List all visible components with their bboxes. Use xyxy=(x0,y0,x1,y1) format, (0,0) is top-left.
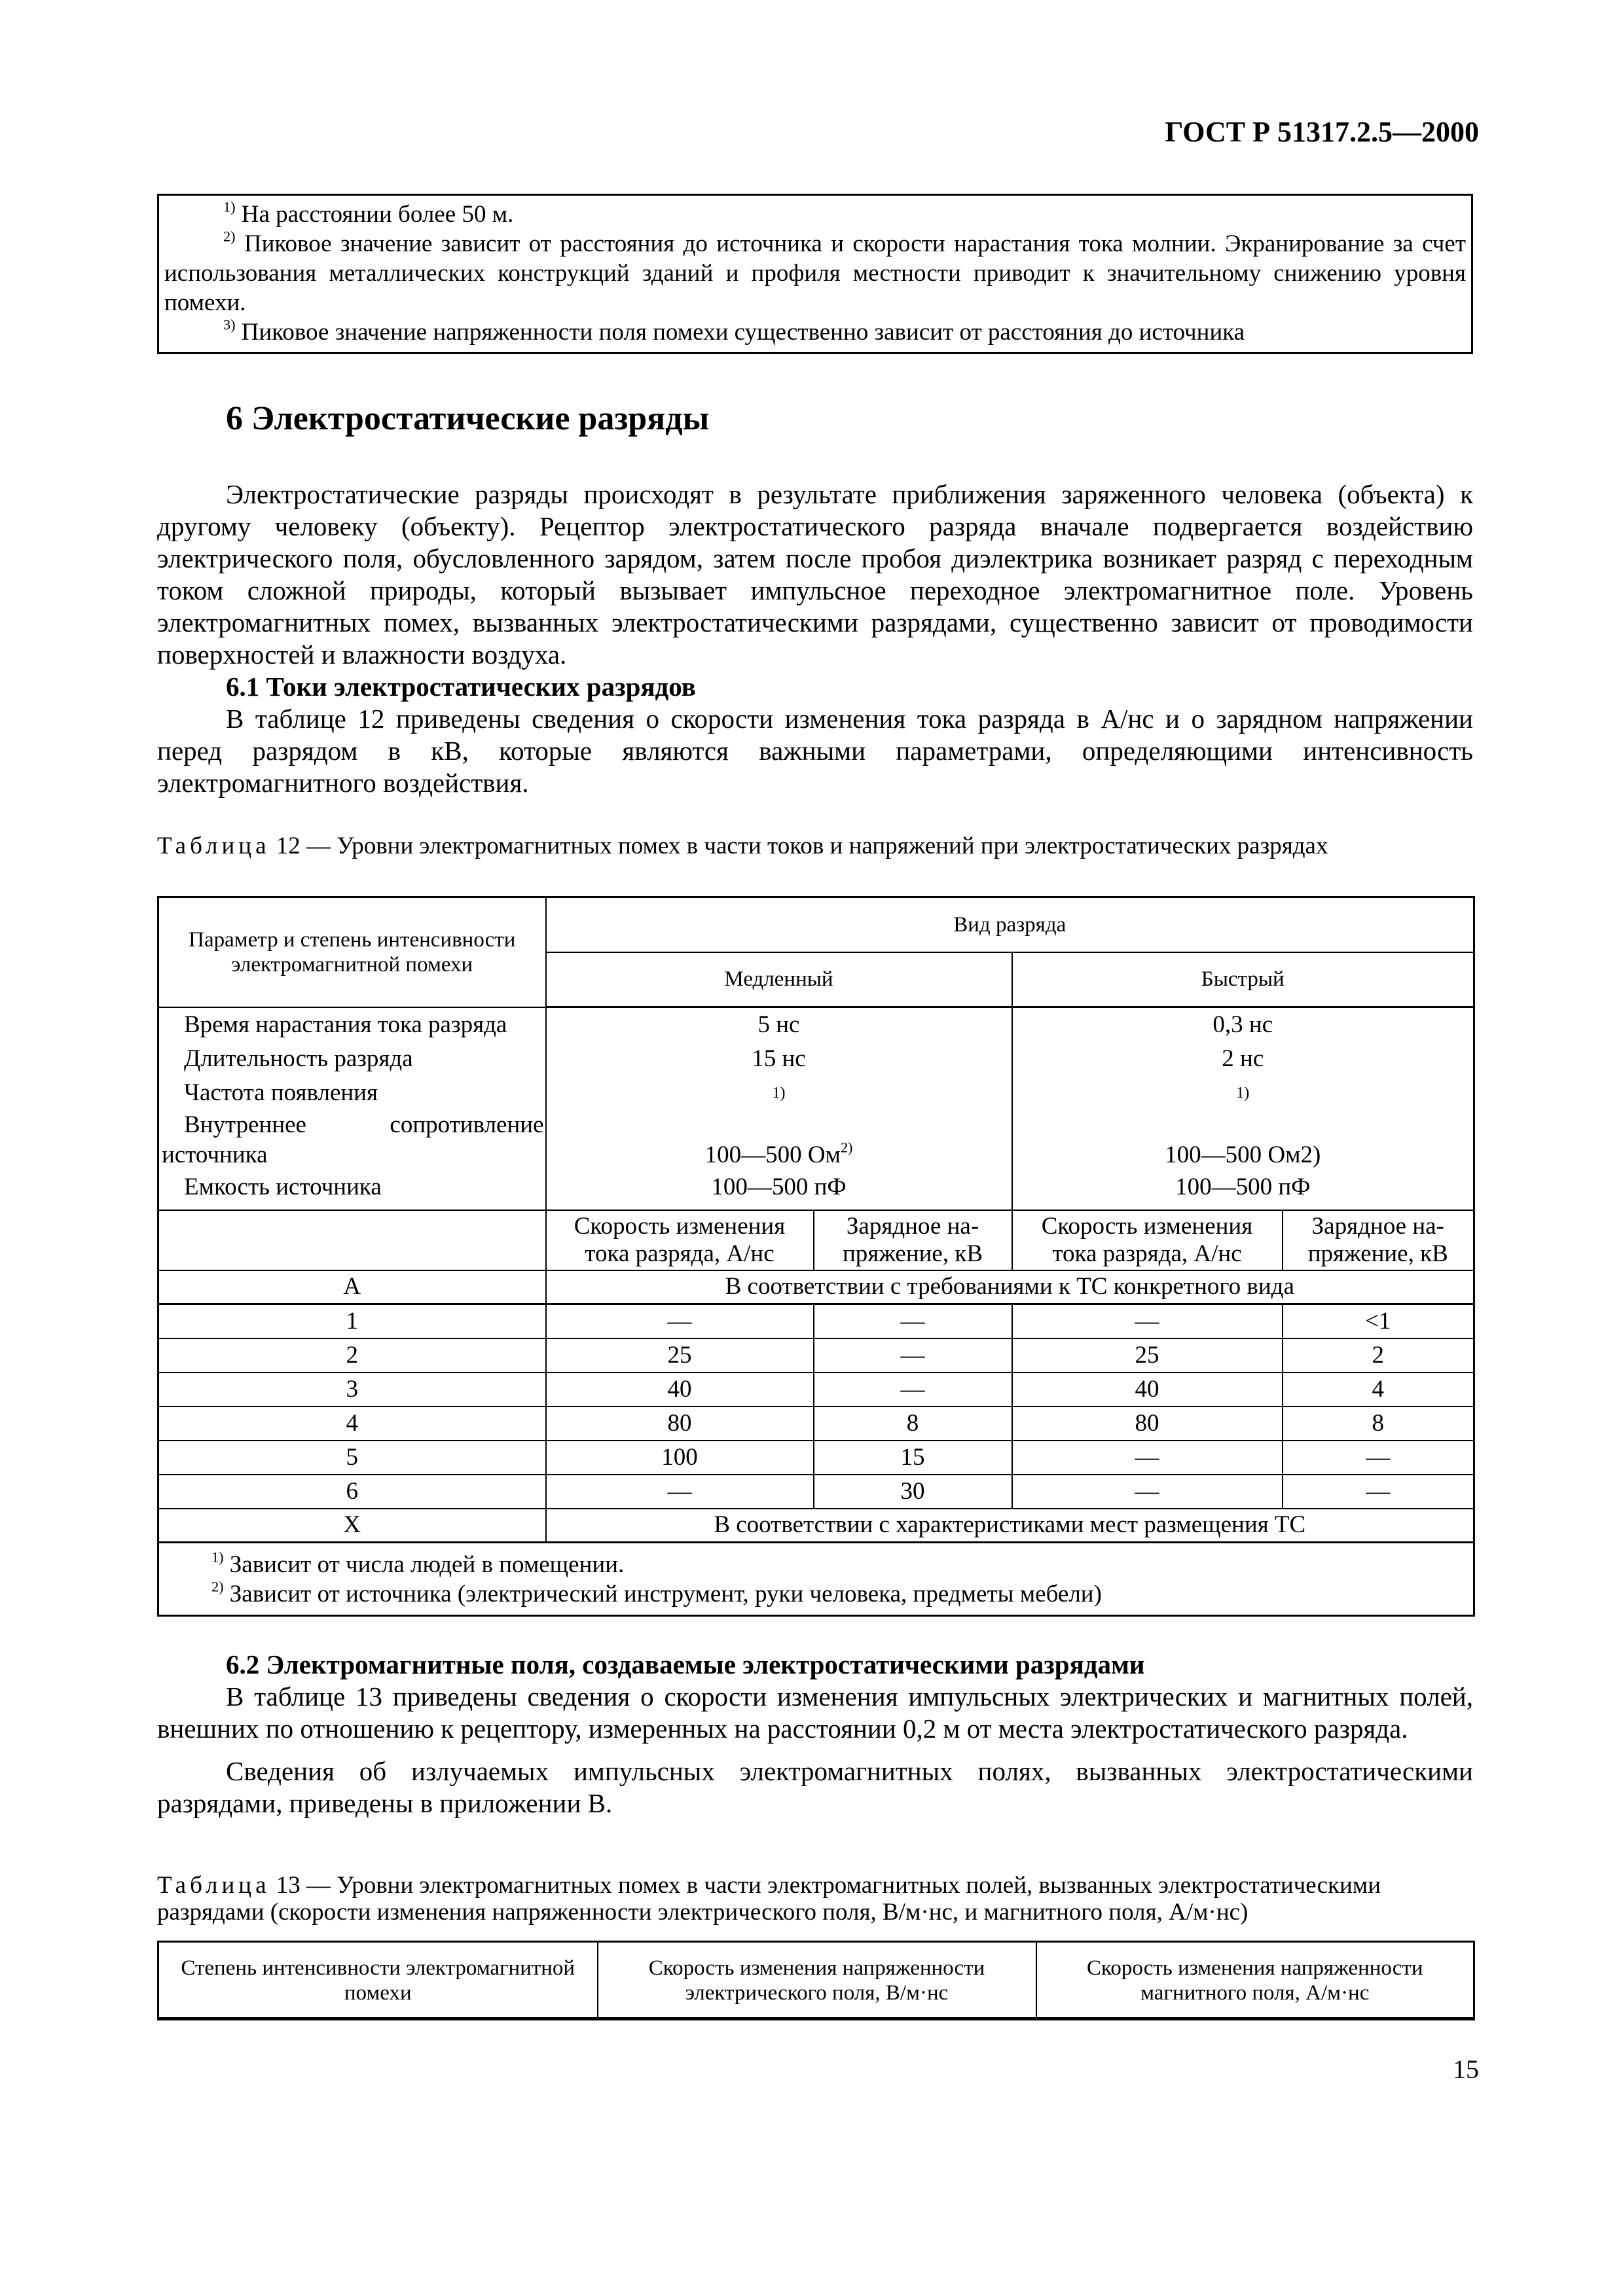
table-row: 2 25 — 25 2 xyxy=(158,1338,1474,1372)
standard-number: ГОСТ Р 51317.2.5—2000 xyxy=(1165,116,1479,148)
table-row: 5 100 15 — — xyxy=(158,1441,1474,1475)
table-12-head-kind: Вид разряда xyxy=(546,897,1474,952)
section-6-heading: 6 Электростатические разряды xyxy=(226,400,710,437)
table-13-head-level: Степень интенсивности электромагнитной помехи xyxy=(158,1942,598,2019)
section-6-1-paragraph: В таблице 12 приведены сведения о скорости изменения тока разряда в А/нс и о зарядном напряжении перед разрядом в кВ, которые являются важными параметрами, определяющими интенсивность электромагнитного воздействия. xyxy=(157,704,1473,798)
table-row: 4 80 8 80 8 xyxy=(158,1407,1474,1441)
table-12-level-A: А xyxy=(158,1270,546,1304)
subsection-6-2-heading: 6.2 Электромагнитные поля, создаваемые электростатическими разрядами xyxy=(226,1649,1145,1679)
table-12-note-1: $^{1)}$ Зависит от числа людей в помещении. xyxy=(211,1548,625,1578)
top-note-3: $^{3)}$ Пиковое значение напряженности поля помехи существенно зависит от расстояния до источника xyxy=(223,316,1245,346)
table-12-empty-cell xyxy=(158,1210,546,1270)
table-12-notes xyxy=(158,1543,1474,1616)
subsection-6-1-heading: 6.1 Токи электростатических разрядов xyxy=(226,672,696,702)
table-12 xyxy=(157,896,1475,1617)
table-row: 6 — 30 — — xyxy=(158,1475,1474,1509)
table-row: 1 — — — <1 xyxy=(158,1304,1474,1338)
section-6-2-paragraph-2: Сведения об излучаемых импульсных электромагнитных полях, вызванных электростатическими разрядами, приведены в приложении В. xyxy=(157,1756,1473,1818)
table-12-sub-volt-slow: Зарядное напряжение, кВ xyxy=(814,1210,1012,1270)
page-number: 15 xyxy=(1453,2054,1479,2084)
table-12-param-labels: Время нарастания тока разряда Длительность разряда Частота появления Внутреннее сопротивление источника Емкость источника xyxy=(158,1007,546,1210)
table-12-note-2: $^{2)}$ Зависит от источника (электрический инструмент, руки человека, предметы мебели) xyxy=(211,1577,1102,1607)
table-13-head-electric: Скорость изменения напряженности электрического поля, В/м·нс xyxy=(598,1942,1036,2019)
top-notes-box xyxy=(157,194,1473,354)
table-12-caption: Таблица 12 — Уровни электромагнитных помех в части токов и напряжений при электростатических разрядах xyxy=(157,833,1328,859)
table-12-level-X-text: В соответствии с характеристиками мест размещения ТС xyxy=(546,1509,1474,1543)
table-12-sub-rate-fast: Скорость изменения тока разряда, А/нс xyxy=(1012,1210,1283,1270)
table-12-sub-rate-slow: Скорость изменения тока разряда, А/нс xyxy=(546,1210,814,1270)
section-6-paragraph: Электростатические разряды происходят в результате приближения заряженного человека (объекта) к другому человеку (объекту). Рецептор электростатического разряда вначале подвергается воздействию электрического поля, обусловленного зарядом, затем после пробоя диэлектрика возникает разряд с переходным током сложной природы, который вызывает импульсное переходное электромагнитное поле. Уровень электромагнитных помех, вызванных электростатическими разрядами, существенно зависит от проводимости поверхностей и влажности воздуха. xyxy=(157,479,1473,670)
table-12-head-param: Параметр и степень интенсивности электромагнитной помехи xyxy=(158,897,546,1007)
section-6-2-body xyxy=(157,1649,1473,1820)
table-13 xyxy=(157,1941,1475,2020)
table-12-level-A-text: В соответствии с требованиями к ТС конкретного вида xyxy=(546,1270,1474,1304)
table-13-caption: Таблица 13 — Уровни электромагнитных помех в части электромагнитных полей, вызванных электростатическими разрядами (скорости изменения напряженности электрического поля, В/м·нс, и магнитного поля, А/м·нс) xyxy=(157,1872,1381,1926)
section-6-body xyxy=(157,478,1473,799)
top-note-1: $^{1)}$ На расстоянии более 50 м. xyxy=(223,198,514,228)
top-note-2: $^{2)}$ Пиковое значение зависит от расстояния до источника и скорости нарастания тока молнии. Экранирование за счет использования металлических конструкций зданий и профиля местности приводит к значительному снижению уровня помехи. xyxy=(164,228,1466,316)
table-12-head-fast: Быстрый xyxy=(1012,952,1474,1007)
table-12-level-X: X xyxy=(158,1509,546,1543)
table-13-head-magnetic: Скорость изменения напряженности магнитного поля, А/м·нс xyxy=(1036,1942,1474,2019)
table-12-head-slow: Медленный xyxy=(546,952,1012,1007)
table-12-fast-values: 0,3 нс 2 нс 1) 100—500 Ом2) 100—500 пФ xyxy=(1012,1007,1474,1210)
table-12-slow-values: 5 нс 15 нс 1) 100—500 $Ом^{2)}$ 100—500 пФ xyxy=(546,1007,1012,1210)
table-12-sub-volt-fast: Зарядное напряжение, кВ xyxy=(1283,1210,1474,1270)
table-row: 3 40 — 40 4 xyxy=(158,1372,1474,1407)
section-6-2-paragraph-1: В таблице 13 приведены сведения о скорости изменения импульсных электрических и магнитных полей, внешних по отношению к рецептору, измеренных на расстоянии 0,2 м от места электростатического разряда. xyxy=(157,1681,1473,1744)
